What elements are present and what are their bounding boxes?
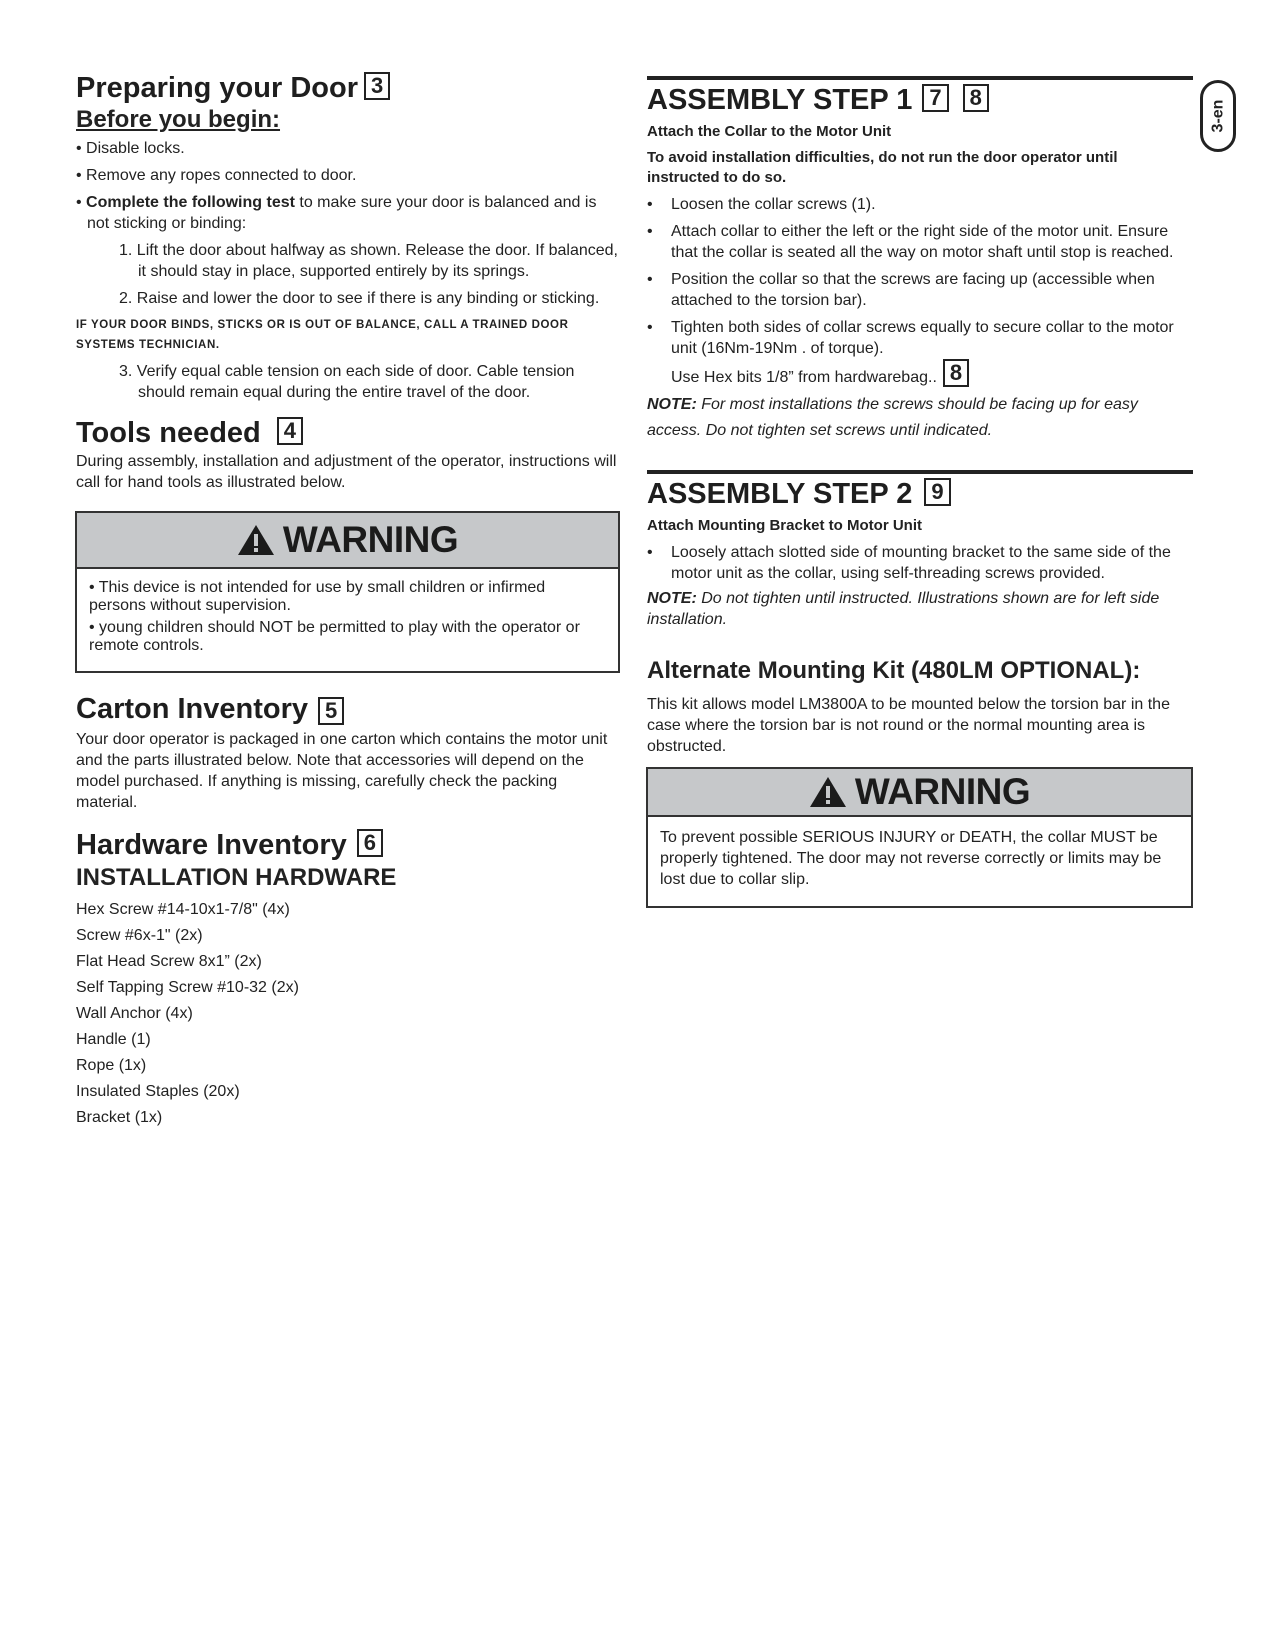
- step-raise-lower: 2. Raise and lower the door to see if there is any binding or sticking.: [119, 290, 600, 307]
- test-bold-text: Complete the following test: [86, 194, 295, 211]
- page-number-label: 3-en: [1209, 99, 1226, 133]
- alternate-text: This kit allows model LM3800A to be mounted below the torsion bar in the case where the torsion bar is not round or the normal mounting area is obstructed.: [647, 696, 1170, 755]
- figure-ref-4: 4: [277, 417, 303, 445]
- step2-bullet: • Loosely attach slotted side of mounting bracket to the same side of the motor unit as the collar, using self-threading screws provided.: [647, 544, 1171, 582]
- warning-header-collar: [648, 769, 1191, 817]
- step1-note: NOTE: For most installations the screws should be facing up for easy access. Do not tighten set screws until indicated.: [647, 396, 1138, 439]
- list-item: Wall Anchor (4x): [76, 1005, 193, 1022]
- figure-ref-6: 6: [357, 829, 383, 857]
- warning-header: [77, 513, 618, 569]
- carton-inventory-heading: Carton Inventory 5: [76, 691, 620, 727]
- warning-triangle-icon: [809, 775, 847, 809]
- step1-bullet-position: • Position the collar so that the screws are facing up (accessible when attached to the torsion bar).: [647, 271, 1155, 309]
- step2-note: NOTE: Do not tighten until instructed. Illustrations shown are for left side installation.: [647, 590, 1160, 628]
- step1-subtitle: Attach the Collar to the Motor Unit: [647, 123, 892, 140]
- warning-body-collar: [648, 817, 1191, 906]
- page-number-tab: [1200, 80, 1236, 152]
- alternate-mounting-heading: Alternate Mounting Kit (480LM OPTIONAL):: [647, 657, 1141, 684]
- step2-subtitle: Attach Mounting Bracket to Motor Unit: [647, 517, 922, 534]
- list-item: Self Tapping Screw #10-32 (2x): [76, 979, 299, 996]
- technician-caps-note: IF YOUR DOOR BINDS, STICKS OR IS OUT OF BALANCE, CALL A TRAINED DOOR SYSTEMS TECHNICIAN.: [76, 319, 569, 351]
- warning-item-play: • young children should NOT be permitted to play with the operator or remote controls.: [89, 619, 580, 654]
- bullet-disable-locks: • Disable locks.: [76, 140, 185, 157]
- figure-ref-5: 5: [318, 697, 344, 725]
- step2-rule: [647, 470, 1193, 474]
- hardware-list: [76, 899, 620, 1128]
- warning-body: [77, 569, 618, 671]
- figure-ref-9: 9: [924, 478, 950, 506]
- step1-bullet-loosen: • Loosen the collar screws (1).: [647, 196, 876, 213]
- warning-box-collar: [646, 767, 1193, 908]
- list-item: Screw #6x-1" (2x): [76, 927, 203, 944]
- step1-bullet-attach: • Attach collar to either the left or the right side of the motor unit. Ensure that the collar is seated all the way on motor shaft until stop is reached.: [647, 223, 1174, 261]
- list-item: Flat Head Screw 8x1” (2x): [76, 953, 262, 970]
- preparing-door-heading: Preparing your Door 3: [76, 70, 620, 106]
- figure-ref-3: 3: [364, 72, 390, 100]
- tools-text: During assembly, installation and adjustment of the operator, instructions will call for hand tools as illustrated below.: [76, 453, 617, 491]
- list-item: Bracket (1x): [76, 1109, 163, 1126]
- test-rest-text: to make sure your door is balanced and is not sticking or binding:: [87, 194, 597, 232]
- assembly-step2-heading: ASSEMBLY STEP 2 9: [647, 476, 1193, 512]
- warning-item-children: • This device is not intended for use by small children or infirmed persons without supervision.: [89, 579, 546, 614]
- list-item: Hex Screw #14-10x1-7/8" (4x): [76, 901, 290, 918]
- warning-triangle-icon: [237, 523, 275, 557]
- assembly-step1-heading: ASSEMBLY STEP 1 7 8: [647, 82, 1193, 118]
- list-item: Handle (1): [76, 1031, 151, 1048]
- list-item: Insulated Staples (20x): [76, 1083, 240, 1100]
- tools-needed-heading: Tools needed 4: [76, 415, 620, 451]
- figure-ref-8-inline: 8: [943, 359, 969, 387]
- warning-label: WARNING: [282, 519, 459, 560]
- right-column: [647, 70, 1193, 908]
- step1-rule: [647, 76, 1193, 80]
- warning-label-collar: WARNING: [854, 771, 1031, 812]
- carton-text: Your door operator is packaged in one carton which contains the motor unit and the parts illustrated below. Note that accessories will depend on the model purchased. If anything is missing, carefully check the packing material.: [76, 731, 608, 811]
- step-lift-door: 1. Lift the door about halfway as shown. Release the door. If balanced, it should stay in place, supported entirely by its springs.: [119, 242, 618, 280]
- step1-bullet-tighten: • Tighten both sides of collar screws equally to secure collar to the motor unit (16Nm-19Nm . of torque). Use Hex bits 1/8” from hardwarebag.. 8: [647, 319, 1174, 386]
- left-column: [76, 70, 620, 1133]
- list-item: Rope (1x): [76, 1057, 147, 1074]
- figure-ref-7: 7: [922, 84, 948, 112]
- warning-collar-text: To prevent possible SERIOUS INJURY or DEATH, the collar MUST be properly tightened. The door may not reverse correctly or limits may be lost due to collar slip.: [660, 829, 1162, 888]
- step1-caution: To avoid installation difficulties, do not run the door operator until instructed to do so.: [647, 149, 1118, 186]
- figure-ref-8: 8: [963, 84, 989, 112]
- bullet-complete-test: • Complete the following test to make sure your door is balanced and is not sticking or binding:: [76, 194, 597, 232]
- warning-box-children: [75, 511, 620, 673]
- hardware-inventory-heading: Hardware Inventory 6: [76, 827, 620, 863]
- step-cable-tension: 3. Verify equal cable tension on each side of door. Cable tension should remain equal during the entire travel of the door.: [119, 363, 575, 401]
- before-you-begin-heading: Before you begin:: [76, 106, 281, 133]
- bullet-remove-ropes: • Remove any ropes connected to door.: [76, 167, 357, 184]
- installation-hardware-heading: INSTALLATION HARDWARE: [76, 864, 397, 891]
